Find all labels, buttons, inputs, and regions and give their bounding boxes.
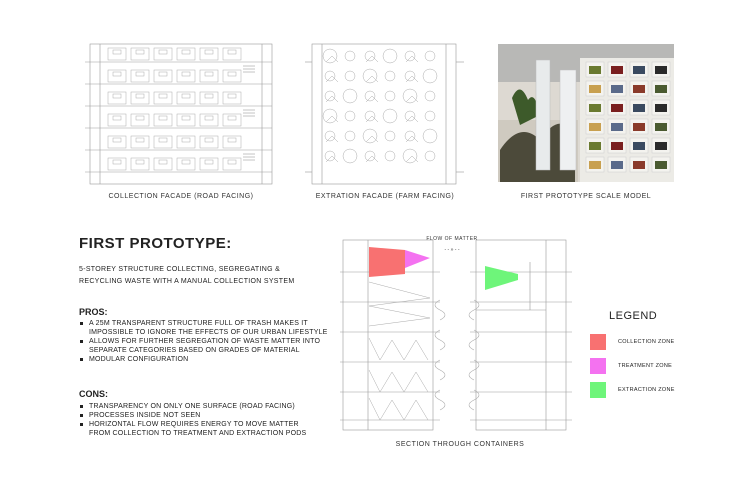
legend-label: COLLECTION ZONE (618, 339, 675, 345)
legend-label: TREATMENT ZONE (618, 363, 673, 369)
cons-list (79, 402, 339, 438)
pros-item: ALLOWS FOR FURTHER SEGREGATION OF WASTE MATTER INTO (79, 337, 339, 346)
legend-label: EXTRACTION ZONE (618, 387, 675, 393)
cons-heading: CONS: (79, 389, 108, 399)
extraction-facade-caption: EXTRATION FACADE (FARM FACING) (315, 193, 455, 200)
pros-heading: PROS: (79, 307, 108, 317)
scale-model-caption: FIRST PROTOTYPE SCALE MODEL (520, 193, 652, 200)
cons-item: HORIZONTAL FLOW REQUIRES ENERGY TO MOVE MATTER (79, 420, 339, 429)
flow-of-matter-label: FLOW OF MATTER (426, 236, 478, 242)
legend (590, 334, 675, 398)
intro-line-2: RECYCLING WASTE WITH A MANUAL COLLECTION SYSTEM (79, 278, 295, 285)
legend-item-treatment (590, 358, 675, 374)
cons-item-continued: FROM COLLECTION TO TREATMENT AND EXTRACTION PODS (89, 430, 307, 437)
treatment-zone-section (405, 250, 430, 268)
legend-title: LEGEND (609, 310, 658, 322)
pros-item: A 25M TRANSPARENT STRUCTURE FULL OF TRASH MAKES IT (79, 319, 339, 328)
intro-text (79, 264, 329, 288)
flow-arrow: - - » - - (444, 247, 460, 253)
cons-item: PROCESSES INSIDE NOT SEEN (79, 411, 339, 420)
collection-zone-section (369, 247, 405, 277)
collection-swatch (590, 334, 606, 350)
extraction-zone-section (485, 266, 518, 290)
legend-item-extraction (590, 382, 675, 398)
pros-list (79, 319, 339, 364)
collection-facade-caption: COLLECTION FACADE (ROAD FACING) (108, 193, 254, 200)
section-caption: SECTION THROUGH CONTAINERS (395, 441, 525, 448)
pros-item-continued: SEPARATE CATEGORIES BASED ON GRADES OF MATERIAL (89, 347, 300, 354)
intro-line-1: 5-STOREY STRUCTURE COLLECTING, SEGREGATING & (79, 266, 281, 273)
pros-item-continued: IMPOSSIBLE TO IGNORE THE EFFECTS OF OUR URBAN LIFESTYLE (89, 329, 328, 336)
cons-item: TRANSPARENCY ON ONLY ONE SURFACE (ROAD FACING) (79, 402, 339, 411)
page-title: FIRST PROTOTYPE: (79, 235, 232, 252)
pros-item: MODULAR CONFIGURATION (79, 355, 339, 364)
treatment-swatch (590, 358, 606, 374)
legend-item-collection (590, 334, 675, 350)
extraction-swatch (590, 382, 606, 398)
